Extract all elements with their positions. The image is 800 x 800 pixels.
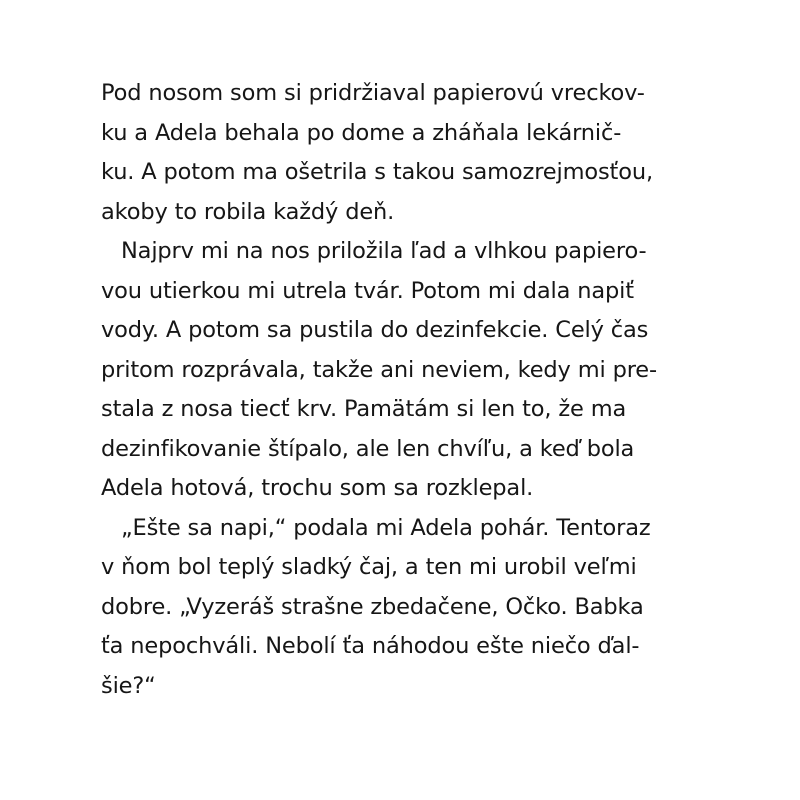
text-line: ťa nepochváli. Nebolí ťa náhodou ešte niečo ďal- (101, 633, 640, 659)
text-line: pritom rozprávala, takže ani neviem, kedy mi pre- (101, 356, 657, 383)
text-line: ku. A potom ma ošetrila s takou samozrejmosťou, (101, 159, 653, 185)
text-line: stala z nosa tiecť krv. Pamätám si len to, že ma (101, 396, 627, 422)
text-line: dobre. „Vyzeráš strašne zbedačene, Očko. Babka (101, 593, 644, 620)
text-line: ku a Adela behala po dome a zháňala lekárnič- (101, 119, 622, 146)
text-line: vody. A potom sa pustila do dezinfekcie. Celý čas (101, 317, 649, 343)
text-line: dezinfikovanie štípalo, ale len chvíľu, a keď bola (101, 435, 635, 462)
text-line: akoby to robila každý deň. (101, 198, 395, 225)
book-page-text (101, 74, 721, 706)
text-line: Adela hotová, trochu som sa rozklepal. (101, 475, 534, 501)
paragraph-start-line: „Ešte sa napi,“ podala mi Adela pohár. Tentoraz (121, 514, 651, 541)
paragraph-start-line: Najprv mi na nos priložila ľad a vlhkou papiero- (121, 238, 647, 264)
text-line: vou utierkou mi utrela tvár. Potom mi dala napiť (101, 277, 634, 304)
text-line: šie?“ (101, 672, 156, 699)
text-line: Pod nosom som si pridržiaval papierovú vreckov- (101, 80, 645, 106)
text-line: v ňom bol teplý sladký čaj, a ten mi urobil veľmi (101, 554, 637, 580)
